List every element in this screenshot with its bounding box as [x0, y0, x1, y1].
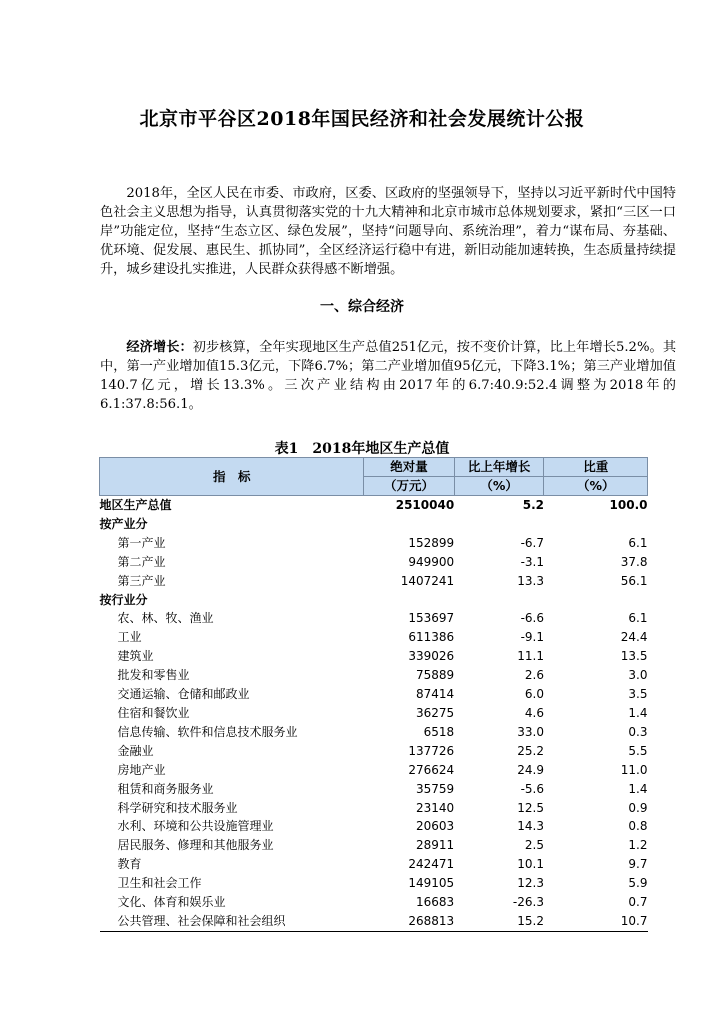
row-absolute-value: 35759: [416, 781, 455, 796]
row-absolute-value: 149105: [408, 876, 455, 891]
row-indicator: 居民服务、修理和其他服务业: [117, 838, 274, 853]
row-indicator: 水利、环境和公共设施管理业: [117, 819, 274, 834]
row-share: 1.4: [628, 781, 648, 796]
table-row: [100, 799, 648, 818]
row-growth-rate: -9.1: [520, 630, 544, 645]
row-indicator: 批发和零售业: [117, 668, 190, 683]
row-absolute-value: 242471: [408, 857, 455, 872]
row-share: 11.0: [620, 762, 648, 777]
table-row: [100, 893, 648, 912]
intro-paragraph: 2018年，全区人民在市委、市政府，区委、区政府的坚强领导下，坚持以习近平新时代中国特色社会主义思想为指导，认真贯彻落实党的十九大精神和北京市城市总体规划要求，紧扣“三区一口岸”功能定位，坚持“生态立区、绿色发展”，坚持“问题导向、系统治理”，着力“谋布局、夯基础、优环境、促发展、惠民生、抓协同”，全区经济运行稳中有进，新旧动能加速转换，生态质量持续提升，城乡建设扎实推进，人民群众获得感不断增强。: [100, 186, 676, 277]
row-growth-rate: -6.7: [520, 535, 544, 550]
row-growth-rate: -6.6: [520, 611, 544, 626]
row-growth-rate: 15.2: [454, 912, 544, 931]
row-growth-rate: [454, 515, 544, 534]
row-share: 13.5: [620, 649, 648, 664]
row-absolute-value: 949900: [408, 554, 455, 569]
row-absolute-value: 152899: [408, 535, 455, 550]
header-absolute: 绝对量: [364, 458, 454, 477]
header-growth-unit: （%）: [454, 477, 544, 496]
table-row: [100, 836, 648, 855]
row-absolute-value: 6518: [423, 724, 455, 739]
row-share: 24.4: [620, 630, 648, 645]
table-row: [100, 817, 648, 836]
table-row: [100, 609, 648, 628]
row-growth-rate: -26.3: [512, 895, 544, 910]
row-share: 3.0: [628, 668, 648, 683]
row-growth-rate: 24.9: [517, 762, 544, 777]
row-absolute-value: 2510040: [364, 496, 454, 515]
table-row: [100, 874, 648, 893]
row-absolute-value: 1407241: [400, 573, 455, 588]
row-absolute-value: 75889: [416, 668, 455, 683]
table-row: [100, 855, 648, 874]
row-indicator: 租赁和商务服务业: [117, 781, 214, 796]
row-indicator: 金融业: [117, 743, 154, 758]
header-growth: 比上年增长: [454, 458, 544, 477]
table-row: [100, 742, 648, 761]
row-absolute-value: 36275: [416, 705, 455, 720]
table-title: 表1 2018年地区生产总值: [274, 441, 450, 457]
row-growth-rate: -3.1: [520, 554, 544, 569]
row-absolute-value: [364, 515, 454, 534]
row-indicator: 卫生和社会工作: [117, 876, 202, 891]
row-share: 9.7: [628, 857, 648, 872]
row-growth-rate: 10.1: [517, 857, 544, 872]
table-row: [100, 534, 648, 553]
row-share: 1.4: [628, 705, 648, 720]
table-row: [100, 553, 648, 572]
section-heading: 一、综合经济: [320, 299, 404, 315]
row-absolute-value: 28911: [416, 838, 455, 853]
row-growth-rate: 13.3: [517, 573, 544, 588]
row-share: 10.7: [544, 912, 648, 931]
row-indicator: 工业: [117, 630, 142, 645]
row-growth-rate: 12.3: [517, 876, 544, 891]
table-row: [100, 761, 648, 780]
document-title: 北京市平谷区2018年国民经济和社会发展统计公报: [139, 108, 585, 130]
row-share: 37.8: [620, 554, 648, 569]
row-indicator: 科学研究和技术服务业: [117, 800, 238, 815]
row-absolute-value: 268813: [364, 912, 454, 931]
row-absolute-value: 16683: [416, 895, 455, 910]
header-share: 比重: [544, 458, 648, 477]
row-growth-rate: 14.3: [517, 819, 544, 834]
row-indicator: 房地产业: [117, 762, 166, 777]
row-indicator: 第二产业: [117, 554, 166, 569]
header-absolute-unit: （万元）: [364, 477, 454, 496]
row-indicator: 第三产业: [117, 573, 166, 588]
table-row: [100, 666, 648, 685]
row-absolute-value: 87414: [416, 687, 455, 702]
row-indicator: 第一产业: [117, 535, 166, 550]
row-share: 0.8: [628, 819, 648, 834]
row-growth-rate: -5.6: [520, 781, 544, 796]
table-row: [100, 912, 648, 931]
row-indicator: 教育: [117, 857, 142, 872]
row-absolute-value: 20603: [416, 819, 455, 834]
header-share-unit: （%）: [544, 477, 648, 496]
table-row: [100, 723, 648, 742]
header-indicator: 指 标: [100, 458, 364, 496]
gdp-table: [99, 457, 648, 932]
row-share: 0.9: [628, 800, 648, 815]
economic-growth-label: 经济增长：: [126, 340, 193, 355]
table-row: [100, 647, 648, 666]
table-row: [100, 591, 648, 610]
table-row: [100, 572, 648, 591]
economic-growth-text: 初步核算，全年实现地区生产总值251亿元，按不变价计算，比上年增长5.2%。其中，第一产业增加值15.3亿元，下降6.7%；第二产业增加值95亿元，下降3.1%；第三产业增加值140.7亿元，增长13.3%。三次产业结构由2017年的6.7:40.9:52.4调整为2018年的6.1:37.8:56.1。: [100, 340, 677, 412]
row-indicator: 按行业分: [99, 592, 148, 607]
table-row: [100, 685, 648, 704]
economic-growth-paragraph: [100, 338, 676, 414]
row-share: 100.0: [544, 496, 648, 515]
row-share: 5.9: [628, 876, 648, 891]
row-share: 5.5: [628, 743, 648, 758]
table-row: [100, 496, 648, 515]
row-absolute-value: 137726: [408, 743, 455, 758]
row-indicator: 农、林、牧、渔业: [117, 611, 214, 626]
row-absolute-value: 339026: [408, 649, 455, 664]
row-growth-rate: 6.0: [524, 687, 544, 702]
row-share: 6.1: [628, 535, 648, 550]
row-indicator: 地区生产总值: [100, 496, 364, 515]
row-growth-rate: 2.6: [524, 668, 544, 683]
row-absolute-value: 23140: [416, 800, 455, 815]
row-share: 3.5: [628, 687, 648, 702]
table-row: [100, 628, 648, 647]
row-growth-rate: 25.2: [517, 743, 544, 758]
row-share: 1.2: [628, 838, 648, 853]
table-row: [100, 704, 648, 723]
row-share: 0.7: [628, 895, 648, 910]
table-row: [100, 780, 648, 799]
row-indicator: 公共管理、社会保障和社会组织: [100, 912, 364, 931]
row-growth-rate: 11.1: [517, 649, 544, 664]
row-share: 0.3: [628, 724, 648, 739]
row-indicator: 建筑业: [117, 649, 154, 664]
row-indicator: 住宿和餐饮业: [117, 705, 190, 720]
row-indicator: 交通运输、仓储和邮政业: [117, 687, 250, 702]
row-absolute-value: 153697: [408, 611, 455, 626]
row-absolute-value: 276624: [408, 762, 455, 777]
row-growth-rate: [454, 591, 544, 610]
row-growth-rate: 4.6: [524, 705, 544, 720]
row-indicator: 文化、体育和娱乐业: [117, 895, 226, 910]
row-absolute-value: [364, 591, 454, 610]
row-share: [544, 515, 648, 534]
row-share: 6.1: [628, 611, 648, 626]
row-indicator: 按产业分: [99, 516, 148, 531]
row-indicator: 信息传输、软件和信息技术服务业: [117, 724, 298, 739]
row-growth-rate: 5.2: [454, 496, 544, 515]
table-row: [100, 515, 648, 534]
row-share: 56.1: [620, 573, 648, 588]
row-growth-rate: 33.0: [517, 724, 544, 739]
row-growth-rate: 12.5: [517, 800, 544, 815]
row-growth-rate: 2.5: [524, 838, 544, 853]
row-absolute-value: 611386: [408, 630, 455, 645]
row-share: [544, 591, 648, 610]
